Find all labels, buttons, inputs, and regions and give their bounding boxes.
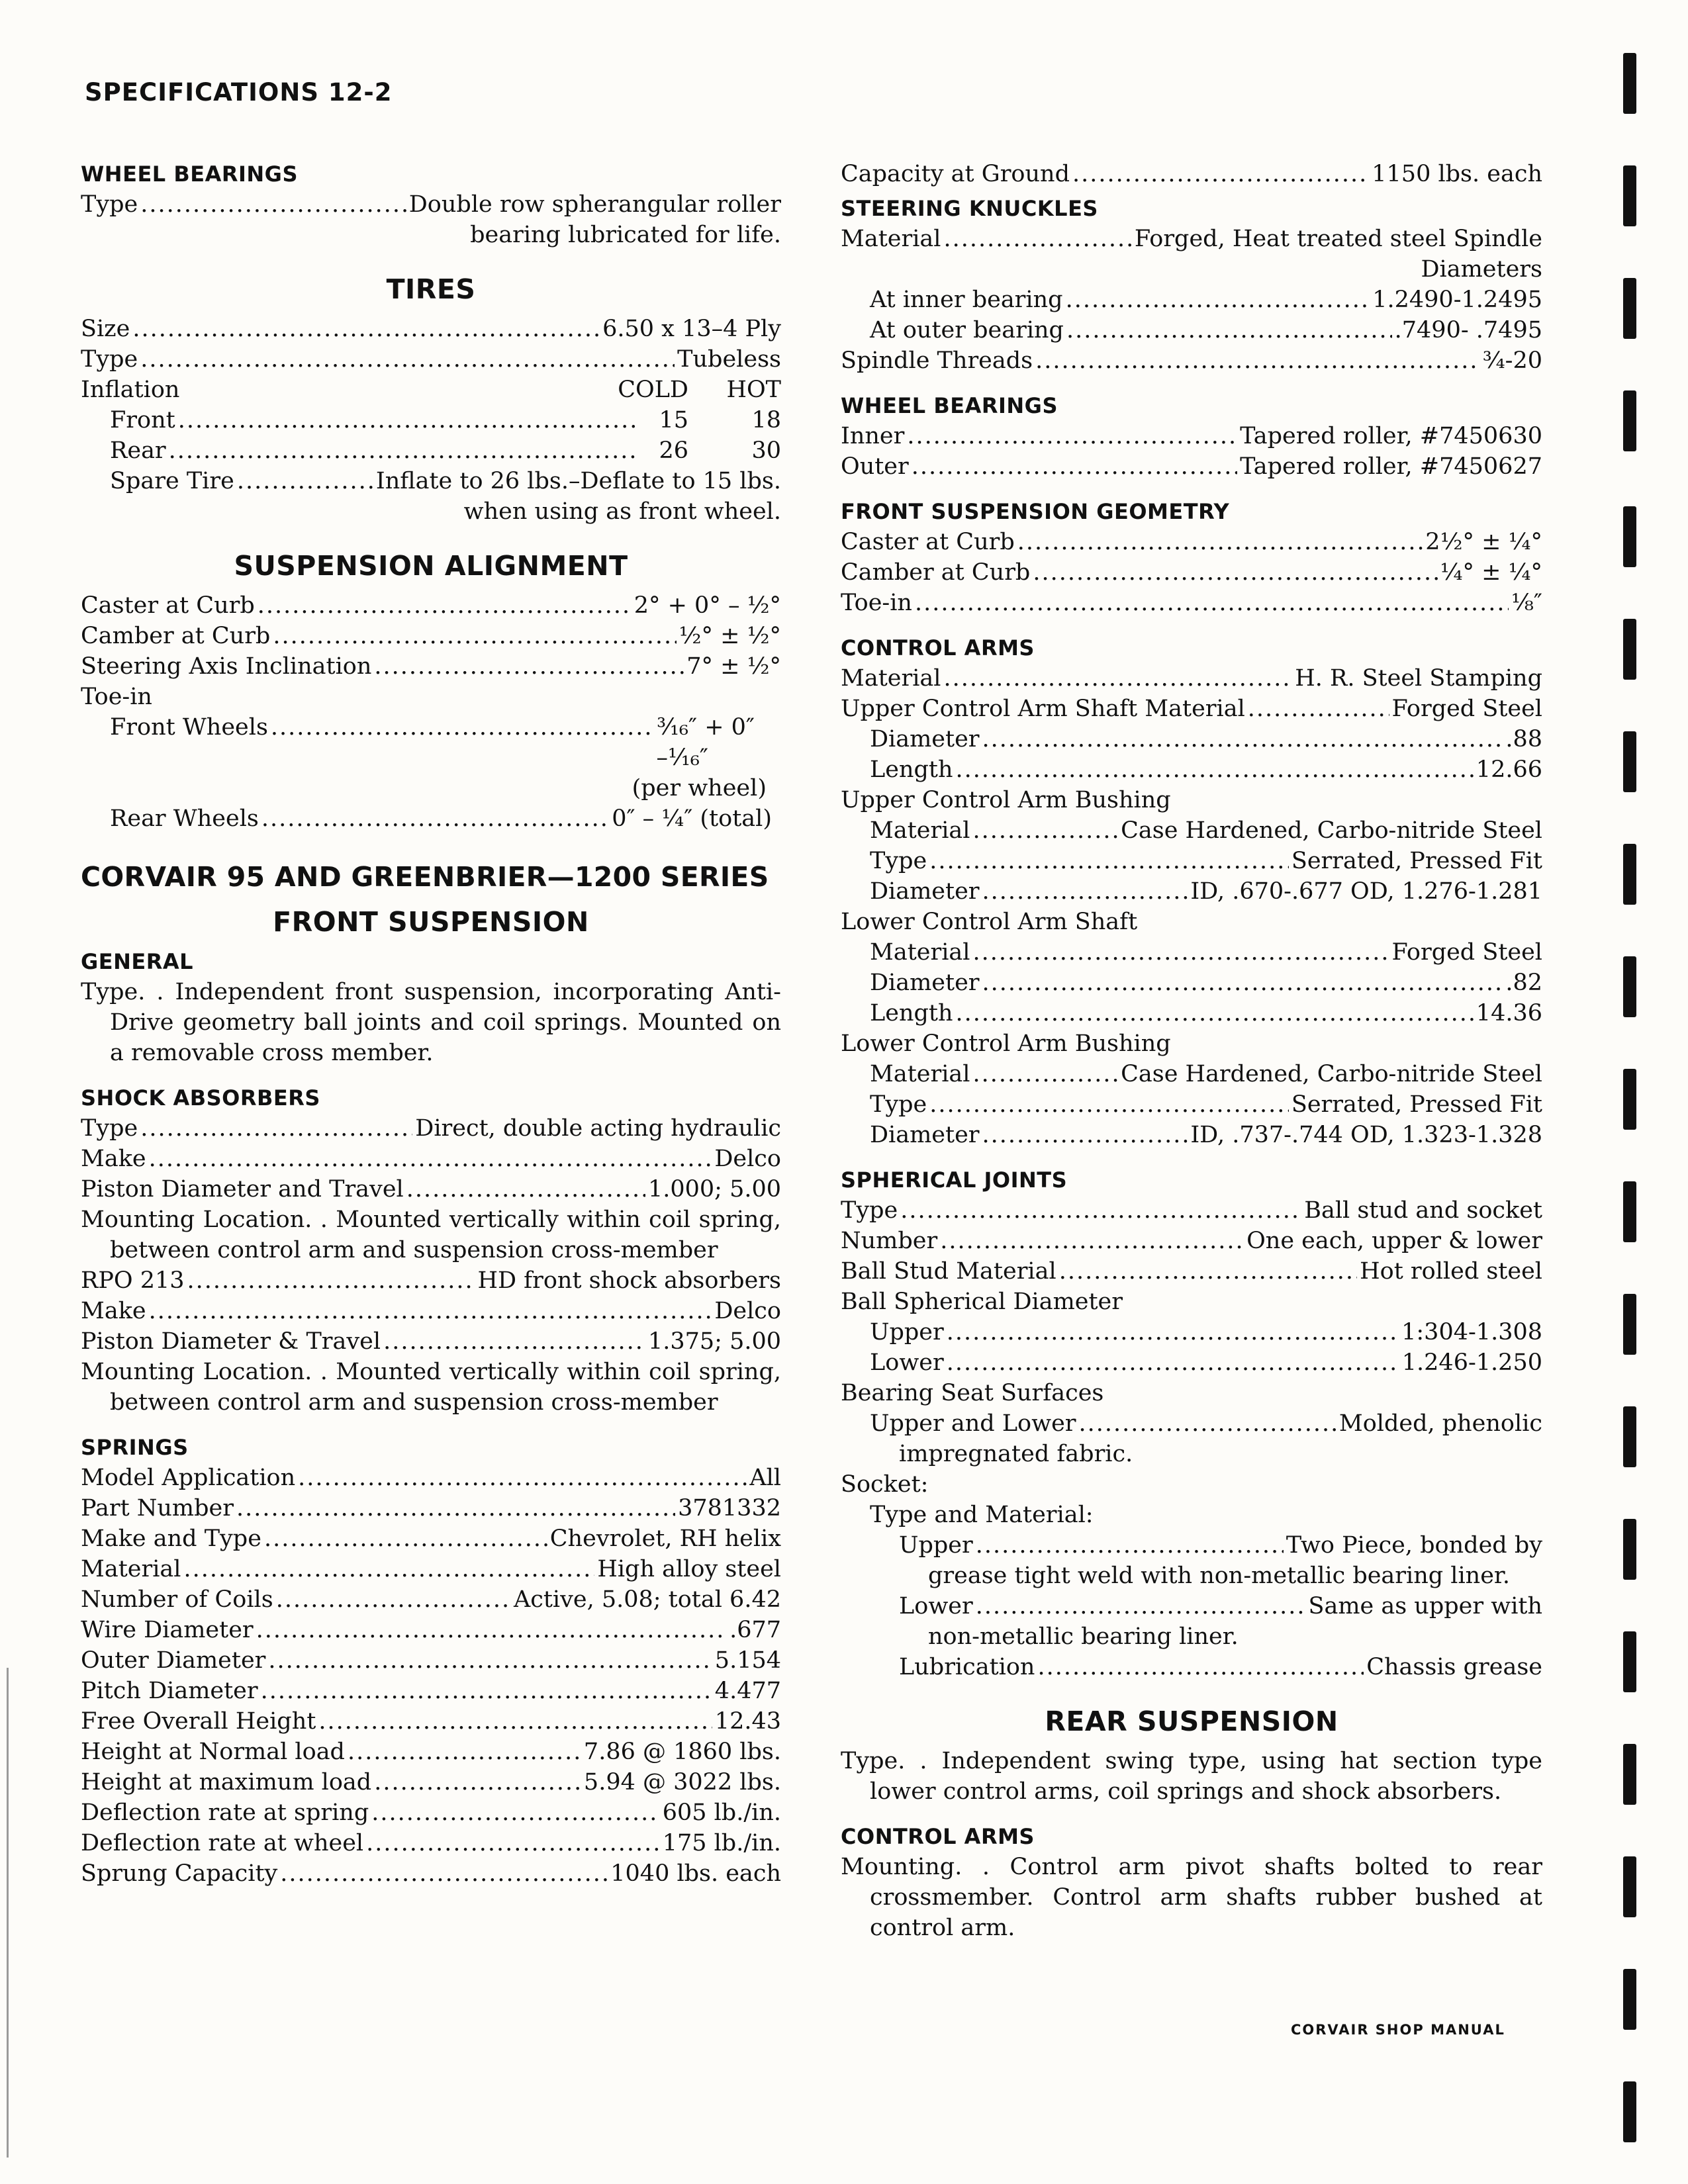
binding-mark bbox=[1623, 506, 1636, 567]
spec-label: Upper Control Arm Shaft Material bbox=[841, 696, 1245, 722]
spec-row bbox=[81, 712, 781, 743]
spec-label: Lower bbox=[870, 1349, 944, 1376]
spec-label: Lower Control Arm Shaft bbox=[841, 909, 1138, 935]
spec-row bbox=[841, 1059, 1542, 1089]
spec-continuation: grease tight weld with non-metallic bearing liner. bbox=[928, 1563, 1510, 1589]
spec-row bbox=[841, 968, 1542, 998]
spec-label: Height at maximum load bbox=[81, 1769, 372, 1796]
spec-label: Make bbox=[81, 1298, 146, 1324]
spec-value: 7° ± ½° bbox=[686, 653, 781, 680]
spec-row bbox=[81, 1554, 781, 1584]
spec-label: Material bbox=[870, 817, 970, 844]
spec-label: Piston Diameter and Travel bbox=[81, 1176, 404, 1203]
spec-row bbox=[81, 651, 781, 682]
spec-label: Ball Stud Material bbox=[841, 1258, 1056, 1285]
spec-value: ¼° ± ¼° bbox=[1440, 559, 1542, 586]
spec-label: Part Number bbox=[81, 1495, 234, 1522]
binding-mark bbox=[1623, 1406, 1636, 1467]
spec-label: Piston Diameter & Travel bbox=[81, 1328, 381, 1355]
spec-row bbox=[81, 1584, 781, 1615]
spec-row bbox=[841, 694, 1542, 724]
spec-continuation: when using as front wheel. bbox=[463, 498, 781, 525]
spec-value: 1150 lbs. each bbox=[1372, 161, 1542, 187]
spec-label: Steering Axis Inclination bbox=[81, 653, 372, 680]
section-heading: WHEEL BEARINGS bbox=[81, 161, 298, 187]
spec-label: Toe-in bbox=[841, 590, 912, 616]
cold-value: 26 bbox=[659, 437, 688, 464]
spec-label: Rear bbox=[110, 437, 166, 464]
spec-row bbox=[841, 285, 1542, 315]
spec-value: 12.66 bbox=[1476, 756, 1542, 783]
spec-label: Ball Spherical Diameter bbox=[841, 1289, 1123, 1315]
binding-mark bbox=[1623, 53, 1636, 114]
spec-value: Direct, double acting hydraulic bbox=[415, 1115, 781, 1142]
spec-value: Forged Steel bbox=[1391, 939, 1542, 966]
paragraph: Type. . Independent swing type, using hat section type lower control arms, coil springs and shock absorbers. bbox=[841, 1748, 1542, 1805]
spec-value: 2½° ± ¼° bbox=[1425, 529, 1542, 555]
binding-mark bbox=[1623, 1969, 1636, 2030]
spec-row bbox=[81, 1463, 781, 1493]
spec-label: Pitch Diameter bbox=[81, 1678, 258, 1704]
spec-row bbox=[841, 451, 1542, 482]
spec-row bbox=[81, 1676, 781, 1706]
spec-value: 7.86 @ 1860 lbs. bbox=[583, 1739, 781, 1765]
spec-label: Length bbox=[870, 756, 953, 783]
spec-value: ID, .737-.744 OD, 1.323-1.328 bbox=[1190, 1122, 1542, 1148]
spec-row bbox=[81, 314, 781, 344]
paragraph: Mounting. . Control arm pivot shafts bolted to rear crossmember. Control arm shafts rubber bushed at control arm. bbox=[841, 1854, 1542, 1941]
spec-value: 1.246-1.250 bbox=[1401, 1349, 1542, 1376]
spec-value: Chassis grease bbox=[1366, 1654, 1542, 1680]
spec-label: Toe-in bbox=[81, 684, 152, 710]
spec-value: Double row spherangular roller bbox=[408, 191, 781, 218]
spec-value: 605 lb./in. bbox=[662, 1799, 781, 1826]
binding-mark bbox=[1623, 390, 1636, 451]
spec-value: High alloy steel bbox=[597, 1556, 781, 1582]
spec-value: Tubeless bbox=[677, 346, 781, 373]
spec-label: Make and Type bbox=[81, 1525, 261, 1552]
spec-label: Front Wheels bbox=[110, 714, 268, 741]
spec-label: Type and Material: bbox=[870, 1502, 1094, 1528]
spec-value: Inflate to 26 lbs.–Deflate to 15 lbs. bbox=[375, 468, 781, 494]
spec-row bbox=[81, 405, 781, 435]
spec-row bbox=[81, 1524, 781, 1554]
binding-mark bbox=[1623, 1294, 1636, 1355]
spec-label: Bearing Seat Surfaces bbox=[841, 1380, 1104, 1406]
section-heading: SPHERICAL JOINTS bbox=[841, 1167, 1068, 1193]
binding-mark bbox=[1623, 956, 1636, 1017]
spec-label: Diameter bbox=[870, 970, 980, 996]
spec-label: Socket: bbox=[841, 1471, 929, 1498]
spec-row bbox=[81, 1326, 781, 1357]
spec-value: HD front shock absorbers bbox=[477, 1267, 781, 1294]
spec-row bbox=[841, 876, 1542, 907]
inflation-header-row bbox=[81, 375, 781, 405]
binding-mark bbox=[1623, 619, 1636, 680]
spec-value: Delco bbox=[714, 1298, 781, 1324]
spec-value: .7490- .7495 bbox=[1394, 317, 1542, 343]
spec-label: At inner bearing bbox=[870, 287, 1063, 313]
spec-row bbox=[841, 1120, 1542, 1150]
spec-label: Lower Control Arm Bushing bbox=[841, 1030, 1171, 1057]
springs-rows bbox=[81, 1463, 781, 1889]
spec-row bbox=[841, 1530, 1542, 1561]
section-title: REAR SUSPENSION bbox=[1045, 1706, 1338, 1737]
spec-value: Same as upper with bbox=[1308, 1593, 1542, 1619]
spec-row bbox=[81, 1174, 781, 1205]
hot-column-header: HOT bbox=[726, 377, 781, 403]
spec-label: Inflation bbox=[81, 377, 180, 403]
section-title: TIRES bbox=[386, 273, 476, 305]
spec-label: Diameter bbox=[870, 878, 980, 905]
spec-label: Material bbox=[81, 1556, 181, 1582]
spec-row bbox=[81, 1828, 781, 1858]
spec-value: Serrated, Pressed Fit bbox=[1291, 1091, 1542, 1118]
spec-label: Make bbox=[81, 1146, 146, 1172]
spec-value: 1.000; 5.00 bbox=[647, 1176, 781, 1203]
spec-label: Model Application bbox=[81, 1465, 296, 1491]
spec-row bbox=[841, 1347, 1542, 1378]
spec-label: RPO 213 bbox=[81, 1267, 185, 1294]
spec-row bbox=[841, 1317, 1542, 1347]
spec-label: Type bbox=[841, 1197, 898, 1224]
spec-label: Material bbox=[841, 665, 941, 692]
spec-label: Type bbox=[81, 1115, 138, 1142]
spec-value: Forged Steel bbox=[1391, 696, 1542, 722]
spec-row bbox=[81, 1767, 781, 1797]
alignment-rows bbox=[81, 590, 781, 682]
binding-mark bbox=[1623, 1856, 1636, 1917]
spec-label: Length bbox=[870, 1000, 953, 1026]
spec-label: Free Overall Height bbox=[81, 1708, 316, 1735]
spec-row bbox=[81, 435, 781, 466]
spec-row bbox=[81, 189, 781, 220]
binding-mark bbox=[1623, 165, 1636, 226]
spec-label: Rear Wheels bbox=[110, 805, 259, 832]
spec-label: Caster at Curb bbox=[841, 529, 1015, 555]
spec-label: Upper and Lower bbox=[870, 1410, 1076, 1437]
spec-row bbox=[81, 1737, 781, 1767]
spec-row bbox=[81, 1858, 781, 1889]
spec-row bbox=[81, 803, 781, 834]
spec-value: Case Hardened, Carbo-nitride Steel bbox=[1121, 1061, 1542, 1087]
section-heading: FRONT SUSPENSION GEOMETRY bbox=[841, 499, 1230, 524]
spec-row bbox=[81, 1615, 781, 1645]
spec-label: Upper bbox=[899, 1532, 973, 1559]
binding-mark bbox=[1623, 1069, 1636, 1130]
spec-value: Serrated, Pressed Fit bbox=[1291, 848, 1542, 874]
binding-mark bbox=[1623, 2081, 1636, 2142]
spec-row bbox=[841, 527, 1542, 557]
spec-label: Deflection rate at spring bbox=[81, 1799, 369, 1826]
spec-row bbox=[841, 1408, 1542, 1439]
spec-label: Height at Normal load bbox=[81, 1739, 345, 1765]
binding-mark bbox=[1623, 1181, 1636, 1242]
spec-row bbox=[81, 1144, 781, 1174]
spec-label: Capacity at Ground bbox=[841, 161, 1070, 187]
spec-value: Case Hardened, Carbo-nitride Steel bbox=[1121, 817, 1542, 844]
spec-value: Ball stud and socket bbox=[1304, 1197, 1542, 1224]
spec-label: Diameter bbox=[870, 1122, 980, 1148]
right-column bbox=[841, 159, 1542, 1943]
section-heading: CONTROL ARMS bbox=[841, 1824, 1035, 1849]
binding-mark bbox=[1623, 731, 1636, 792]
spec-label: Upper Control Arm Bushing bbox=[841, 787, 1171, 813]
spec-label: Front bbox=[110, 407, 175, 433]
spec-label: Diameter bbox=[870, 726, 980, 752]
paragraph: Mounting Location. . Mounted vertically within coil spring, between control arm and suspension cross-member bbox=[81, 1206, 781, 1263]
spec-label: Spare Tire bbox=[110, 468, 234, 494]
spec-row bbox=[81, 1493, 781, 1524]
paragraph: Type. . Independent front suspension, incorporating Anti-Drive geometry ball joints and coil springs. Mounted on a removable cross member. bbox=[81, 979, 781, 1066]
section-heading: WHEEL BEARINGS bbox=[841, 393, 1058, 418]
spec-value: One each, upper & lower bbox=[1246, 1228, 1542, 1254]
binding-marks bbox=[1623, 0, 1650, 2184]
section-title: SUSPENSION ALIGNMENT bbox=[234, 550, 628, 582]
scan-edge-line bbox=[7, 1668, 9, 2158]
spec-value: .88 bbox=[1505, 726, 1542, 752]
spec-value: 1:304-1.308 bbox=[1401, 1319, 1542, 1345]
hot-value: 30 bbox=[751, 437, 781, 464]
spec-row bbox=[841, 1652, 1542, 1682]
spec-continuation: Diameters bbox=[1421, 256, 1542, 283]
spec-row bbox=[81, 621, 781, 651]
spec-value: 12.43 bbox=[714, 1708, 781, 1735]
spec-value: Molded, phenolic bbox=[1338, 1410, 1542, 1437]
binding-mark bbox=[1623, 278, 1636, 339]
spec-value: 0″ – ¼″ (total) bbox=[612, 805, 772, 832]
spec-label: Type bbox=[870, 848, 927, 874]
spec-row bbox=[841, 588, 1542, 618]
spec-row bbox=[841, 224, 1542, 254]
spec-value: 5.154 bbox=[714, 1647, 781, 1674]
spec-row bbox=[841, 998, 1542, 1028]
spec-label: Material bbox=[870, 939, 970, 966]
spec-value: 4.477 bbox=[714, 1678, 781, 1704]
spec-value: 1040 lbs. each bbox=[610, 1860, 781, 1887]
spec-value: ³⁄₁₆″ + 0″ bbox=[657, 714, 755, 741]
section-heading: SHOCK ABSORBERS bbox=[81, 1085, 320, 1111]
spec-label: Upper bbox=[870, 1319, 944, 1345]
spec-value: Chevrolet, RH helix bbox=[549, 1525, 781, 1552]
spec-label: Type bbox=[870, 1091, 927, 1118]
section-heading: SPRINGS bbox=[81, 1435, 189, 1460]
spec-row bbox=[841, 159, 1542, 189]
spec-row bbox=[841, 1591, 1542, 1621]
hot-value: 18 bbox=[751, 407, 781, 433]
spec-row bbox=[81, 590, 781, 621]
spec-row bbox=[81, 344, 781, 375]
spec-value: ID, .670-.677 OD, 1.276-1.281 bbox=[1190, 878, 1542, 905]
page-footer: CORVAIR SHOP MANUAL bbox=[1291, 2022, 1505, 2038]
spec-value: H. R. Steel Stamping bbox=[1295, 665, 1542, 692]
spec-label: Wire Diameter bbox=[81, 1617, 254, 1643]
spec-label: At outer bearing bbox=[870, 317, 1064, 343]
spec-label: Type bbox=[81, 191, 138, 218]
spec-label: Number of Coils bbox=[81, 1586, 273, 1613]
spec-row bbox=[841, 846, 1542, 876]
spec-row bbox=[841, 937, 1542, 968]
spec-value: Delco bbox=[714, 1146, 781, 1172]
spec-label: Material bbox=[870, 1061, 970, 1087]
spec-row bbox=[841, 663, 1542, 694]
binding-mark bbox=[1623, 1631, 1636, 1692]
spec-row bbox=[841, 1089, 1542, 1120]
spec-row bbox=[841, 557, 1542, 588]
page-header: SPECIFICATIONS 12-2 bbox=[85, 78, 393, 107]
spec-continuation: (per wheel) bbox=[632, 775, 767, 801]
spec-continuation: –¹⁄₁₆″ bbox=[656, 745, 708, 771]
spec-row bbox=[841, 1256, 1542, 1287]
spec-row bbox=[81, 1113, 781, 1144]
left-column bbox=[81, 159, 781, 1889]
spec-label: Inner bbox=[841, 423, 905, 449]
spec-label: Number bbox=[841, 1228, 938, 1254]
spec-row bbox=[81, 1645, 781, 1676]
spec-label: Outer bbox=[841, 453, 909, 480]
spec-row bbox=[841, 754, 1542, 785]
spec-value: ¾-20 bbox=[1482, 347, 1542, 374]
section-heading: CONTROL ARMS bbox=[841, 635, 1035, 660]
section-heading: GENERAL bbox=[81, 949, 194, 974]
spec-row bbox=[81, 1296, 781, 1326]
spec-row bbox=[81, 1797, 781, 1828]
spec-value: Two Piece, bonded by bbox=[1286, 1532, 1542, 1559]
spec-value: Tapered roller, #7450630 bbox=[1240, 423, 1542, 449]
spec-value: Forged, Heat treated steel Spindle bbox=[1134, 226, 1542, 252]
spec-label: Material bbox=[841, 226, 941, 252]
spec-row bbox=[81, 466, 781, 496]
spec-value: 1.2490-1.2495 bbox=[1372, 287, 1542, 313]
spec-value: Hot rolled steel bbox=[1360, 1258, 1542, 1285]
series-title: CORVAIR 95 AND GREENBRIER—1200 SERIES bbox=[81, 861, 769, 893]
binding-mark bbox=[1623, 844, 1636, 905]
spec-value: Active, 5.08; total 6.42 bbox=[513, 1586, 781, 1613]
spec-value: ⅛″ bbox=[1511, 590, 1542, 616]
spec-row bbox=[81, 1265, 781, 1296]
spec-value: .677 bbox=[729, 1617, 781, 1643]
spec-row bbox=[841, 1226, 1542, 1256]
spec-label: Lubrication bbox=[899, 1654, 1035, 1680]
spec-row bbox=[841, 315, 1542, 345]
spec-continuation: non-metallic bearing liner. bbox=[928, 1623, 1239, 1650]
spec-label: Lower bbox=[899, 1593, 973, 1619]
spec-value: 2° + 0° – ½° bbox=[633, 592, 781, 619]
spec-row bbox=[841, 815, 1542, 846]
spec-value: 5.94 @ 3022 lbs. bbox=[583, 1769, 781, 1796]
spec-value: All bbox=[749, 1465, 781, 1491]
spec-value: 6.50 x 13–4 Ply bbox=[602, 316, 781, 342]
spec-continuation: bearing lubricated for life. bbox=[470, 222, 781, 248]
cold-value: 15 bbox=[659, 407, 688, 433]
spec-value: 3781332 bbox=[678, 1495, 781, 1522]
spec-continuation: impregnated fabric. bbox=[899, 1441, 1133, 1467]
spec-row bbox=[841, 421, 1542, 451]
spec-value: 175 lb./in. bbox=[662, 1830, 781, 1856]
section-title: FRONT SUSPENSION bbox=[273, 906, 589, 938]
spec-value: 14.36 bbox=[1476, 1000, 1542, 1026]
spec-label: Spindle Threads bbox=[841, 347, 1033, 374]
spec-label: Camber at Curb bbox=[841, 559, 1031, 586]
geometry-rows bbox=[841, 527, 1542, 618]
binding-mark bbox=[1623, 1744, 1636, 1805]
spec-row bbox=[841, 724, 1542, 754]
spec-label: Sprung Capacity bbox=[81, 1860, 278, 1887]
spec-label: Size bbox=[81, 316, 130, 342]
binding-mark bbox=[1623, 1519, 1636, 1580]
paragraph: Mounting Location. . Mounted vertically within coil spring, between control arm and suspension cross-member bbox=[81, 1359, 781, 1416]
spec-label: Caster at Curb bbox=[81, 592, 255, 619]
spec-label: Outer Diameter bbox=[81, 1647, 266, 1674]
spec-row bbox=[841, 345, 1542, 376]
spec-row bbox=[841, 1195, 1542, 1226]
spec-row bbox=[81, 1706, 781, 1737]
spec-label: Type bbox=[81, 346, 138, 373]
spec-value: ½° ± ½° bbox=[679, 623, 781, 649]
cold-column-header: COLD bbox=[618, 377, 688, 403]
spec-label: Deflection rate at wheel bbox=[81, 1830, 364, 1856]
spec-value: .82 bbox=[1505, 970, 1542, 996]
spec-label: Camber at Curb bbox=[81, 623, 271, 649]
spec-value: 1.375; 5.00 bbox=[647, 1328, 781, 1355]
spec-value: Tapered roller, #7450627 bbox=[1240, 453, 1542, 480]
section-heading: STEERING KNUCKLES bbox=[841, 196, 1098, 221]
